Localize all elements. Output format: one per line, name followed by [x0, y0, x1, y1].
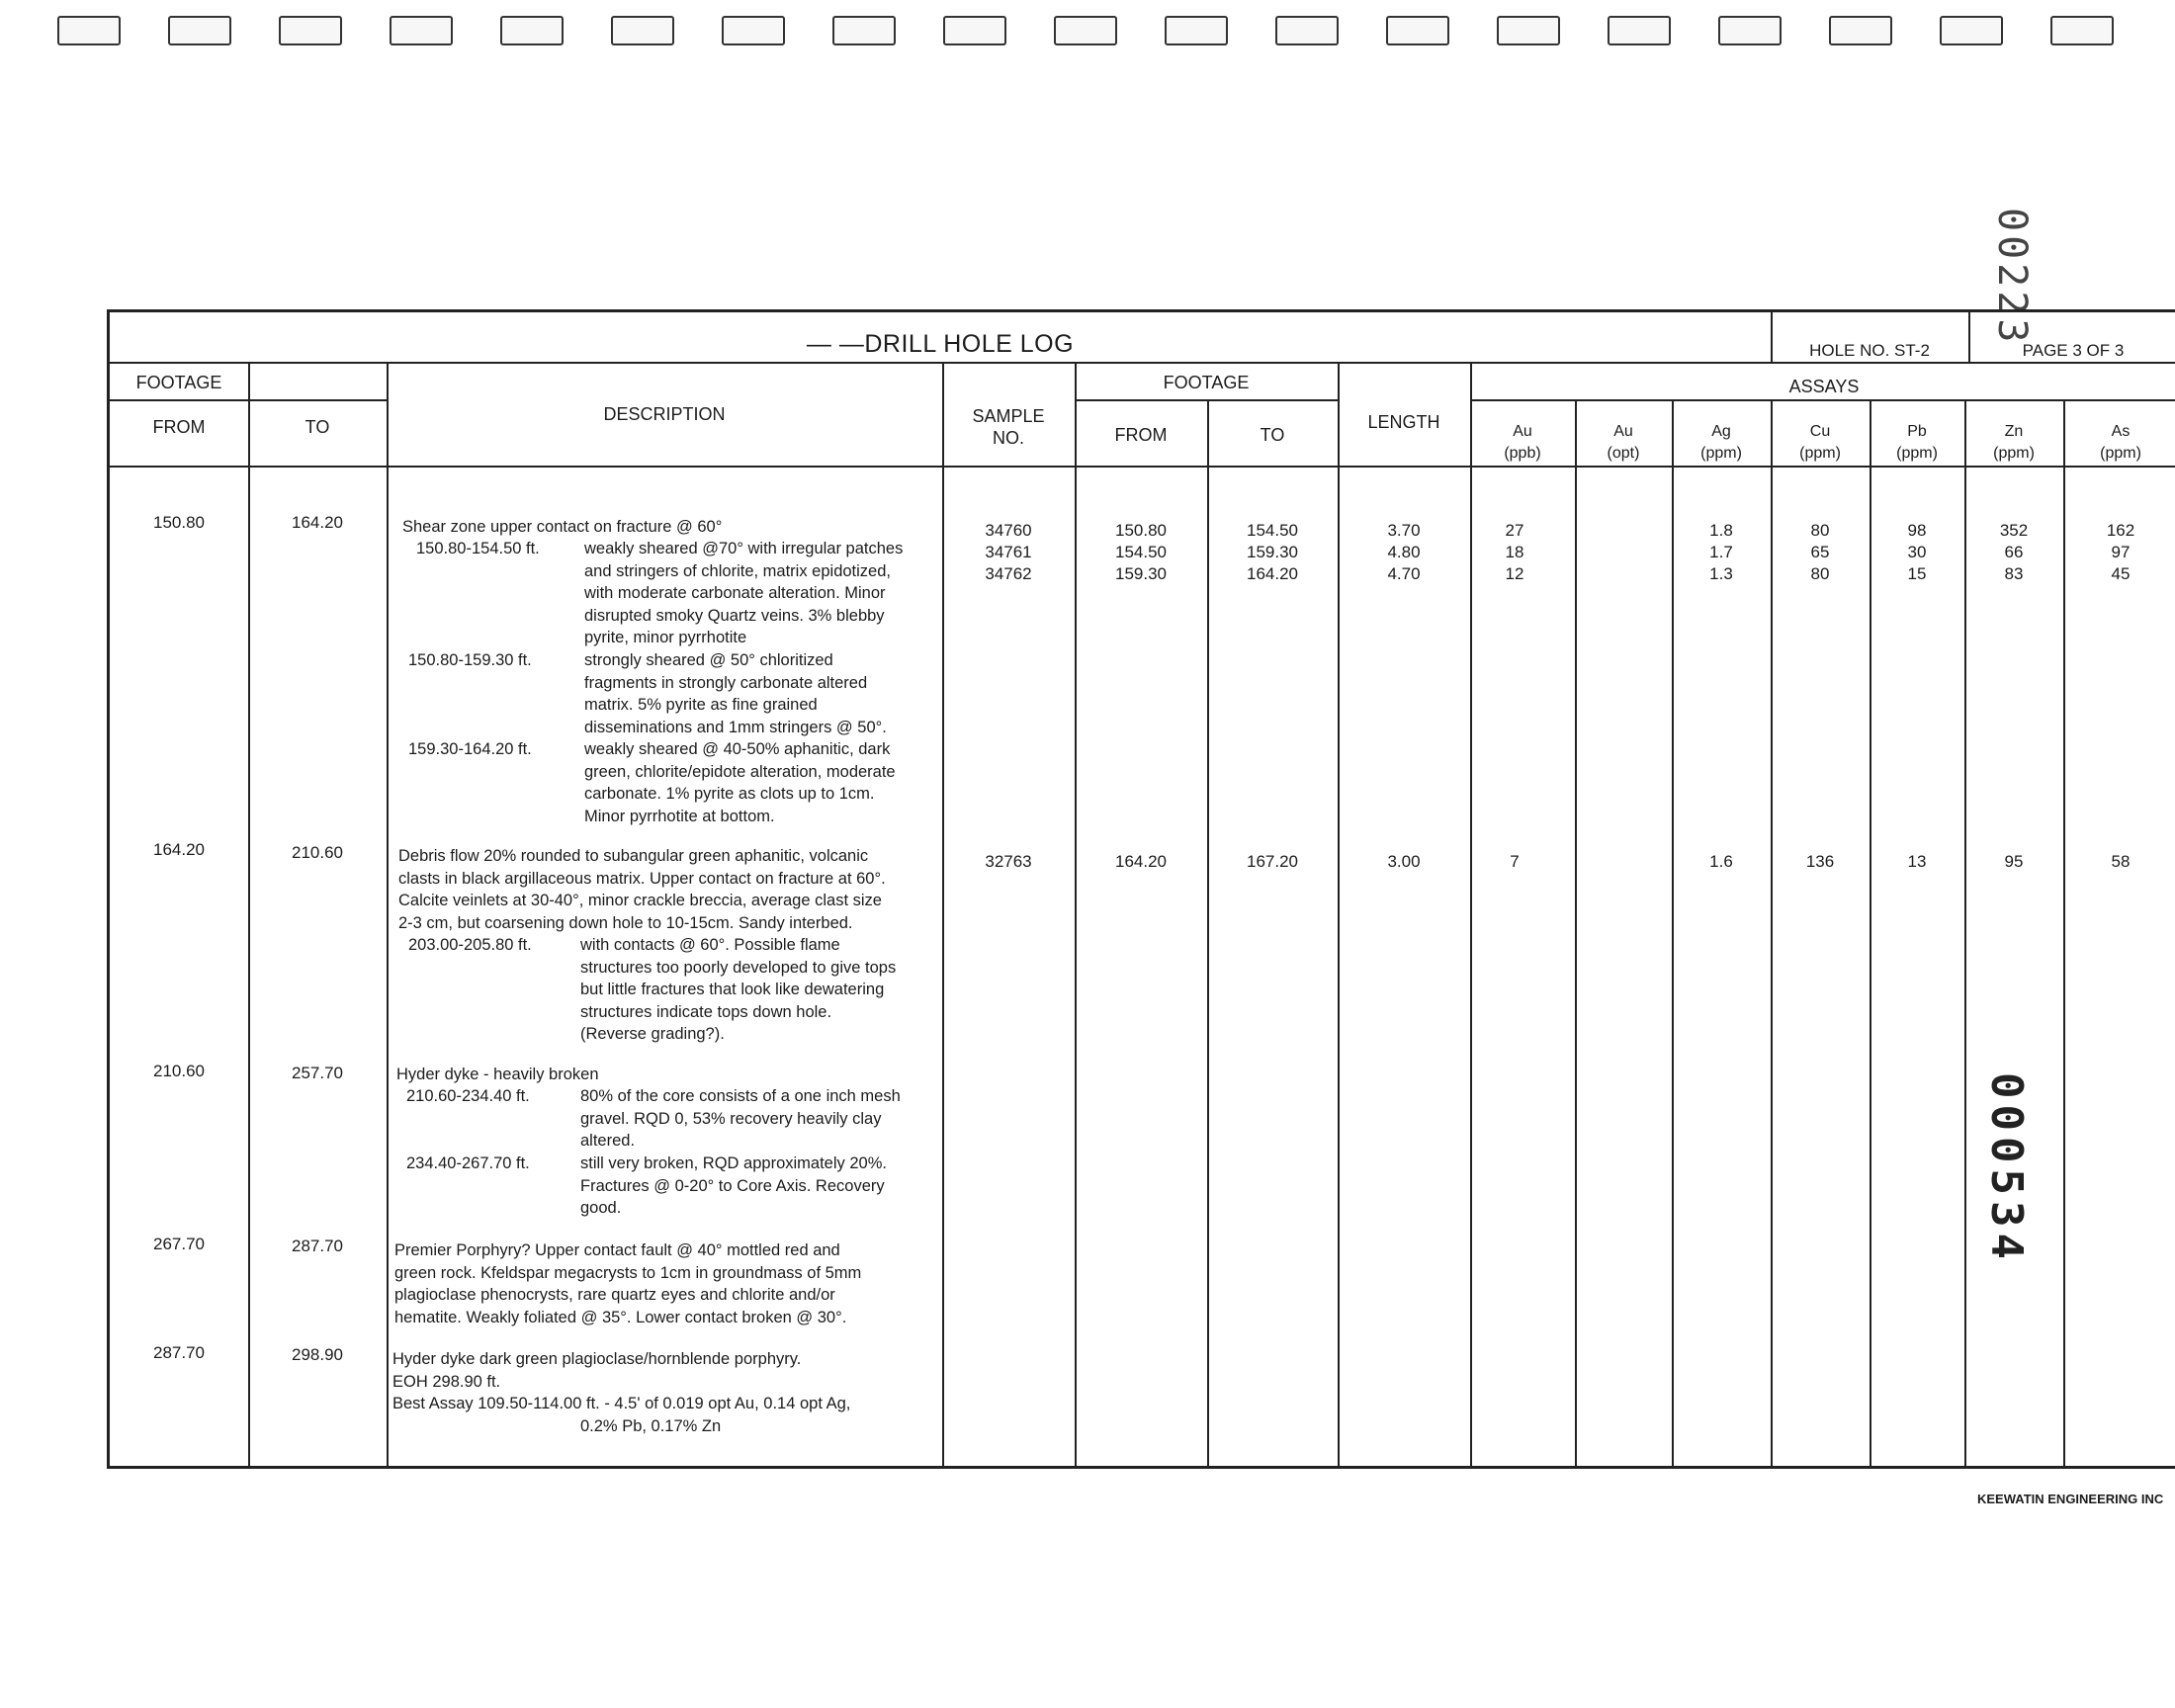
desc-line: with moderate carbonate alteration. Minor — [584, 584, 886, 602]
punch-hole — [1275, 16, 1339, 45]
zn-value: 352 — [1999, 521, 2029, 540]
punch-hole — [722, 16, 785, 45]
punch-hole — [1497, 16, 1560, 45]
sample-to: 159.30 — [1247, 543, 1298, 561]
ag-value: 1.6 — [1709, 852, 1733, 871]
desc-line: but little fractures that look like dewatering — [580, 981, 885, 998]
sub-range: 150.80-159.30 ft. — [408, 651, 532, 669]
sample-from: 150.80 — [1115, 521, 1167, 540]
cu-header-2: (ppm) — [1799, 445, 1841, 462]
punch-hole — [1829, 16, 1892, 45]
side-stamp: 00223 — [1989, 208, 2035, 347]
desc-line: Hyder dyke dark green plagioclase/hornblende porphyry. — [392, 1350, 802, 1368]
length-header: LENGTH — [1367, 412, 1440, 432]
sub-text — [584, 738, 932, 827]
sub-range: 210.60-234.40 ft. — [406, 1087, 530, 1105]
sample-length: 4.80 — [1387, 543, 1421, 561]
header-bottom-rule — [110, 466, 2175, 468]
desc-line: with contacts @ 60°. Possible flame — [580, 936, 840, 954]
au-ppb-value: 27 — [1505, 521, 1524, 540]
au-ppb-value: 7 — [1510, 852, 1520, 871]
sample-no: 34761 — [985, 543, 1032, 561]
footage-header — [110, 372, 248, 393]
sample-from-header: FROM — [1114, 425, 1168, 445]
au-ppb-header — [1470, 421, 1575, 465]
company-footer: KEEWATIN ENGINEERING INC — [1977, 1492, 2164, 1506]
cu-header-1: Cu — [1809, 423, 1831, 440]
desc-line: structures indicate tops down hole. — [580, 1002, 832, 1021]
punch-hole — [57, 16, 121, 45]
desc-line: clasts in black argillaceous matrix. Upper contact on fracture at 60°. — [398, 869, 886, 888]
sub-text — [580, 1153, 932, 1220]
desc-line: 80% of the core consists of a one inch mesh — [580, 1087, 901, 1105]
desc-line: green, chlorite/epidote alteration, moderate — [584, 762, 896, 781]
zn-header-1: Zn — [2004, 423, 2024, 440]
au-opt-header-2: (opt) — [1607, 445, 1640, 462]
cu-value: 80 — [1810, 521, 1830, 540]
col-line — [1575, 399, 1577, 1466]
ag-value: 1.3 — [1709, 564, 1733, 583]
ag-header-1: Ag — [1711, 423, 1731, 440]
as-value: 45 — [2111, 564, 2131, 583]
desc-line: Minor pyrrhotite at bottom. — [584, 807, 775, 825]
desc-line: plagioclase phenocrysts, rare quartz eyes and chlorite and/or — [394, 1286, 835, 1304]
ag-cell — [1672, 520, 1771, 585]
punch-hole — [279, 16, 342, 45]
sub-text — [580, 934, 932, 1046]
sample-length: 3.00 — [1387, 852, 1421, 871]
sample-from: 164.20 — [1115, 852, 1167, 871]
sample-length: 4.70 — [1387, 564, 1421, 583]
ag-header — [1672, 421, 1771, 465]
punch-hole — [390, 16, 453, 45]
punch-hole — [832, 16, 896, 45]
desc-line: hematite. Weakly foliated @ 35°. Lower contact broken @ 30°. — [394, 1308, 847, 1326]
sub-text — [584, 649, 932, 738]
cu-value: 136 — [1805, 852, 1835, 871]
desc-line: weakly sheared @ 40-50% aphanitic, dark — [584, 740, 891, 758]
from-header: FROM — [152, 417, 206, 437]
drill-hole-log-table — [107, 309, 2175, 1469]
as-header-1: As — [2111, 423, 2131, 440]
cu-header — [1771, 421, 1870, 465]
punch-hole — [1940, 16, 2003, 45]
desc-line: disseminations and 1mm stringers @ 50°. — [584, 718, 887, 736]
sample-to: 167.20 — [1247, 852, 1298, 871]
row-from: 210.60 — [153, 1062, 205, 1080]
row-heading — [394, 1239, 934, 1328]
desc-line: good. — [580, 1199, 622, 1217]
zn-cell — [1964, 520, 2063, 585]
desc-line: 0.2% Pb, 0.17% Zn — [580, 1416, 722, 1435]
desc-line: still very broken, RQD approximately 20%. — [580, 1154, 887, 1172]
row-to: 287.70 — [292, 1237, 343, 1255]
au-ppb-value: 12 — [1505, 564, 1524, 583]
desc-line: Calcite veinlets at 30-40°, minor crackle breccia, average clast size — [398, 892, 882, 909]
sample-no: 34760 — [985, 521, 1032, 540]
sample-to: 164.20 — [1247, 564, 1298, 583]
desc-line: matrix. 5% pyrite as fine grained — [584, 696, 818, 714]
pb-value: 13 — [1907, 852, 1927, 871]
desc-line: gravel. RQD 0, 53% recovery heavily clay — [580, 1109, 882, 1128]
sub-text — [584, 538, 932, 649]
assays-header: ASSAYS — [1788, 377, 1860, 396]
binder-punch-holes — [57, 16, 2114, 45]
row-from: 267.70 — [153, 1235, 205, 1253]
desc-line: carbonate. 1% pyrite as clots up to 1cm. — [584, 785, 875, 803]
pb-header-2: (ppm) — [1896, 445, 1938, 462]
row-heading: Hyder dyke - heavily broken — [396, 1066, 599, 1083]
cu-value: 65 — [1810, 543, 1830, 561]
header-rule — [1075, 399, 1338, 401]
desc-line: fragments in strongly carbonate altered — [584, 673, 868, 692]
au-ppb-header-2: (ppb) — [1504, 445, 1541, 462]
zn-value: 83 — [2004, 564, 2024, 583]
row-to: 164.20 — [292, 513, 343, 532]
zn-header-2: (ppm) — [1993, 445, 2035, 462]
ag-value: 1.8 — [1709, 521, 1733, 540]
punch-hole — [2050, 16, 2114, 45]
sample-from: 154.50 — [1115, 543, 1167, 561]
document-number-stamp: 000534 — [1981, 1072, 2032, 1265]
punch-hole — [1718, 16, 1782, 45]
desc-line: (Reverse grading?). — [580, 1025, 725, 1043]
as-value: 58 — [2111, 852, 2131, 871]
as-value: 97 — [2111, 543, 2131, 561]
sample-no-header-1: SAMPLE — [972, 406, 1045, 426]
footage-header-label: FOOTAGE — [135, 373, 222, 392]
row-heading: Shear zone upper contact on fracture @ 60° — [402, 518, 723, 536]
to-header: TO — [304, 417, 330, 437]
pb-value: 15 — [1907, 564, 1927, 583]
row-from: 287.70 — [153, 1343, 205, 1362]
desc-line: Premier Porphyry? Upper contact fault @ 40° mottled red and — [394, 1241, 840, 1259]
sample-to-header: TO — [1260, 425, 1285, 445]
au-opt-header — [1575, 421, 1672, 465]
desc-line: weakly sheared @70° with irregular patches — [584, 540, 904, 557]
row-to: 257.70 — [292, 1064, 343, 1082]
sub-range: 234.40-267.70 ft. — [406, 1154, 530, 1172]
as-header — [2063, 421, 2175, 465]
desc-line: Debris flow 20% rounded to subangular green aphanitic, volcanic — [398, 847, 869, 865]
desc-line: and stringers of chlorite, matrix epidotized, — [584, 561, 891, 580]
desc-line: pyrite, minor pyrrhotite — [584, 629, 747, 646]
punch-hole — [1608, 16, 1671, 45]
sub-range: 150.80-154.50 ft. — [416, 540, 540, 557]
desc-line: altered. — [580, 1132, 636, 1150]
punch-hole — [943, 16, 1006, 45]
sample-from-cell — [1075, 520, 1207, 585]
au-ppb-value: 18 — [1505, 543, 1524, 561]
sample-length: 3.70 — [1387, 521, 1421, 540]
punch-hole — [1165, 16, 1228, 45]
desc-line: Best Assay 109.50-114.00 ft. - 4.5' of 0.019 opt Au, 0.14 opt Ag, — [392, 1395, 851, 1412]
row-heading — [398, 845, 934, 934]
page-number: PAGE 3 OF 3 — [2022, 341, 2125, 360]
row-to: 298.90 — [292, 1345, 343, 1364]
sample-no-header-2: NO. — [992, 428, 1024, 448]
sub-text — [580, 1085, 932, 1153]
title-rule — [110, 362, 2175, 364]
pb-cell — [1870, 520, 1964, 585]
sub-range: 203.00-205.80 ft. — [408, 936, 532, 954]
cu-cell — [1771, 520, 1870, 585]
desc-line: green rock. Kfeldspar megacrysts to 1cm in groundmass of 5mm — [394, 1263, 862, 1282]
row-from: 150.80 — [153, 513, 205, 532]
punch-hole — [1386, 16, 1449, 45]
pb-header-1: Pb — [1907, 423, 1927, 440]
header-rule — [1470, 399, 2175, 401]
desc-line: EOH 298.90 ft. — [392, 1372, 501, 1391]
zn-header — [1964, 421, 2063, 465]
sample-from: 159.30 — [1115, 564, 1167, 583]
ag-value: 1.7 — [1709, 543, 1733, 561]
punch-hole — [500, 16, 564, 45]
header-rule — [110, 399, 387, 401]
row-from: 164.20 — [153, 840, 205, 859]
row-to: 210.60 — [292, 843, 343, 862]
au-ppb-cell — [1470, 520, 1559, 585]
sample-to-cell — [1207, 520, 1338, 585]
desc-line: structures too poorly developed to give tops — [580, 958, 897, 977]
cu-value: 80 — [1810, 564, 1830, 583]
as-cell — [2063, 520, 2175, 585]
punch-hole — [1054, 16, 1117, 45]
sample-to: 154.50 — [1247, 521, 1298, 540]
punch-hole — [168, 16, 231, 45]
as-header-2: (ppm) — [2100, 445, 2141, 462]
zn-value: 95 — [2004, 852, 2024, 871]
au-opt-header-1: Au — [1613, 423, 1633, 440]
au-ppb-header-1: Au — [1513, 423, 1532, 440]
sample-cell — [942, 520, 1075, 585]
description-header: DESCRIPTION — [603, 404, 726, 424]
pb-value: 98 — [1907, 521, 1927, 540]
ag-header-2: (ppm) — [1700, 445, 1742, 462]
hole-number: HOLE NO. ST-2 — [1809, 341, 1930, 360]
as-value: 162 — [2106, 521, 2135, 540]
col-line — [387, 362, 389, 1466]
desc-line: 2-3 cm, but coarsening down hole to 10-15cm. Sandy interbed. — [398, 913, 853, 932]
punch-hole — [611, 16, 674, 45]
pb-header — [1870, 421, 1964, 465]
sample-footage-header: FOOTAGE — [1163, 373, 1250, 392]
desc-line: disrupted smoky Quartz veins. 3% blebby — [584, 606, 885, 625]
length-cell — [1338, 520, 1470, 585]
desc-line: Fractures @ 0-20° to Core Axis. Recovery — [580, 1176, 885, 1195]
sample-no: 34762 — [985, 564, 1032, 583]
desc-line: strongly sheared @ 50° chloritized — [584, 651, 833, 669]
pb-value: 30 — [1907, 543, 1927, 561]
sample-no: 32763 — [985, 852, 1032, 871]
zn-value: 66 — [2004, 543, 2024, 561]
sub-range: 159.30-164.20 ft. — [408, 740, 532, 758]
log-title: — —DRILL HOLE LOG — [806, 330, 1075, 358]
row-heading — [392, 1348, 936, 1437]
